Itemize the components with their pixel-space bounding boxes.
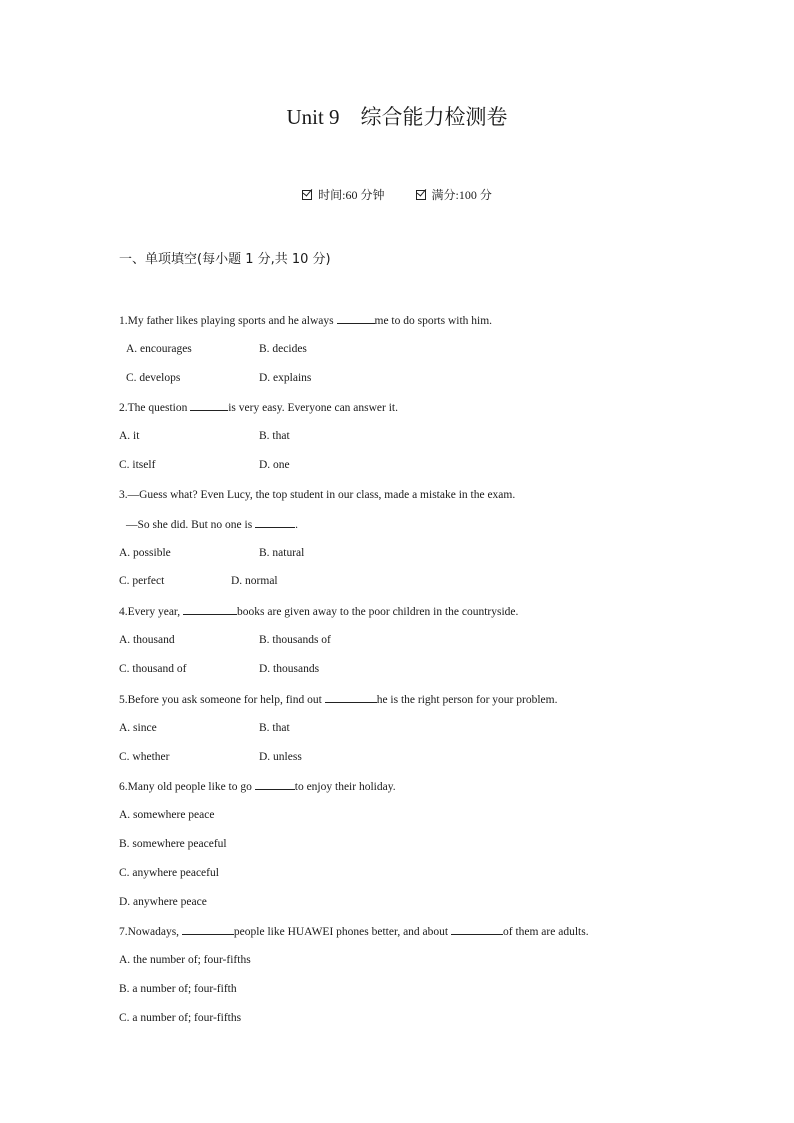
- question-4: [119, 603, 518, 620]
- option-b: B. natural: [259, 547, 305, 559]
- section-title: 一、单项填空(每小题 1 分,共 10 分): [119, 252, 331, 267]
- option-b: B. that: [259, 722, 290, 734]
- option-c: C. perfect: [119, 575, 165, 587]
- question-text: of them are adults.: [502, 926, 589, 938]
- option-d: D. thousands: [259, 663, 320, 675]
- option-a: A. the number of; four-fifths: [119, 954, 251, 966]
- answer-blank: [451, 923, 503, 935]
- question-6: [119, 778, 396, 795]
- question-text: 7.Nowadays,: [119, 926, 182, 938]
- option-c: C. itself: [119, 459, 156, 471]
- option-a: A. thousand: [119, 634, 175, 646]
- question-text: 4.Every year,: [119, 606, 184, 618]
- option-c: C. whether: [119, 751, 170, 763]
- answer-blank: [325, 691, 377, 703]
- question-text: —So she did. But no one is: [126, 519, 256, 531]
- question-text: 1.My father likes playing sports and he always: [119, 315, 337, 327]
- answer-blank: [182, 923, 234, 935]
- question-text: .: [295, 519, 298, 531]
- checkbox-icon: [302, 190, 312, 200]
- option-a: A. since: [119, 722, 157, 734]
- time-label: 时间:60 分钟: [318, 188, 385, 202]
- option-b: B. that: [259, 430, 290, 442]
- option-b: B. decides: [259, 343, 307, 355]
- option-d: D. one: [259, 459, 290, 471]
- question-text: 5.Before you ask someone for help, find out: [119, 694, 325, 706]
- option-c: C. thousand of: [119, 663, 187, 675]
- option-a: A. encourages: [126, 343, 192, 355]
- question-7: [119, 923, 589, 940]
- option-d: D. anywhere peace: [119, 896, 207, 908]
- option-c: C. develops: [126, 372, 181, 384]
- question-3: 3.—Guess what? Even Lucy, the top student in our class, made a mistake in the exam.: [119, 489, 516, 501]
- answer-blank: [255, 516, 295, 528]
- option-b: B. somewhere peaceful: [119, 838, 227, 850]
- time-info: [302, 186, 384, 204]
- question-text: me to do sports with him.: [374, 315, 493, 327]
- page-title: Unit 9 综合能力检测卷: [286, 105, 508, 129]
- option-d: D. explains: [259, 372, 312, 384]
- answer-blank: [337, 312, 375, 324]
- option-b: B. thousands of: [259, 634, 331, 646]
- question-text: is very easy. Everyone can answer it.: [228, 402, 399, 414]
- option-d: D. normal: [231, 575, 278, 587]
- answer-blank: [183, 603, 237, 615]
- question-5: [119, 691, 557, 708]
- option-a: A. somewhere peace: [119, 809, 215, 821]
- question-text: he is the right person for your problem.: [376, 694, 558, 706]
- score-info: [416, 186, 492, 204]
- question-1: [119, 312, 492, 329]
- answer-blank: [255, 778, 295, 790]
- exam-meta: [0, 186, 794, 204]
- question-text: 6.Many old people like to go: [119, 781, 255, 793]
- question-2: [119, 399, 398, 416]
- option-d: D. unless: [259, 751, 302, 763]
- option-b: B. a number of; four-fifth: [119, 983, 237, 995]
- question-text: to enjoy their holiday.: [294, 781, 396, 793]
- score-label: 满分:100 分: [431, 188, 492, 202]
- question-text: people like HUAWEI phones better, and about: [233, 926, 451, 938]
- option-a: A. possible: [119, 547, 171, 559]
- option-c: C. a number of; four-fifths: [119, 1012, 242, 1024]
- question-text: 2.The question: [119, 402, 191, 414]
- checkbox-icon: [416, 190, 426, 200]
- question-3-reply: [126, 516, 298, 533]
- answer-blank: [190, 399, 228, 411]
- option-c: C. anywhere peaceful: [119, 867, 219, 879]
- option-a: A. it: [119, 430, 140, 442]
- question-text: books are given away to the poor children in the countryside.: [237, 606, 519, 618]
